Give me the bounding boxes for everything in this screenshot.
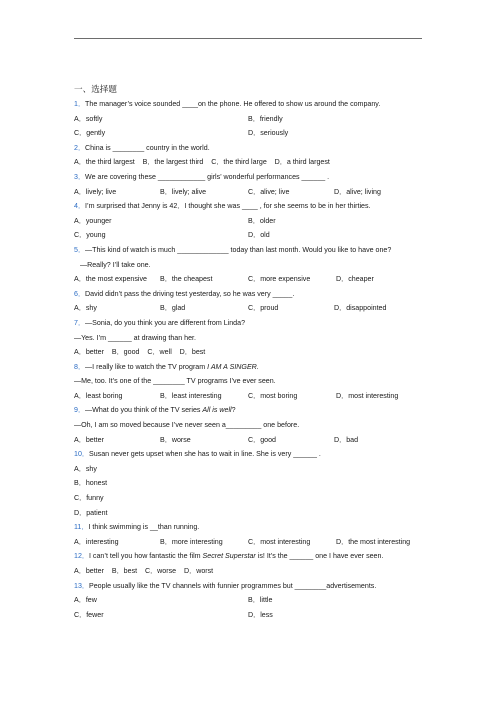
question-13 — [74, 579, 424, 594]
question-stem: David didn’t pass the driving test yesterday, so he was very _____. — [85, 289, 295, 298]
option-b[interactable]: B．friendly — [248, 114, 283, 123]
header-rule — [74, 38, 422, 39]
option-c[interactable]: C．most interesting — [248, 537, 311, 546]
question-stem: I think swimming is __than running. — [88, 523, 200, 532]
question-5 — [74, 243, 424, 258]
options — [74, 185, 424, 200]
program-title: I AM A SINGER. — [207, 362, 259, 371]
question-10 — [74, 447, 424, 462]
question-stem-end: is! It’s the ______ one I have ever seen. — [255, 552, 384, 561]
option-a[interactable]: A．interesting — [74, 537, 119, 546]
option-c[interactable]: C．gently — [74, 129, 106, 138]
option-c[interactable]: C．proud — [248, 304, 279, 313]
question-6 — [74, 287, 424, 302]
question-list — [74, 83, 424, 622]
options — [74, 214, 424, 243]
option-a[interactable]: A．shy — [74, 304, 97, 313]
question-stem: China is ________ country in the world. — [85, 143, 210, 152]
option-d[interactable]: D．less — [248, 610, 273, 619]
question-stem: We are covering these ____________ girls’ wonderful performances ______ . — [85, 172, 330, 181]
option-b[interactable]: B．honest — [74, 479, 108, 488]
options — [74, 112, 424, 141]
option-d[interactable]: D．most interesting — [336, 391, 399, 400]
option-a[interactable]: A．better — [74, 435, 104, 444]
question-stem: —Sonia, do you think you are different from Linda? — [85, 318, 246, 327]
question-stem: I’m surprised that Jenny is 42．I thought she was ____ , for she seems to be in her thirties. — [85, 202, 371, 211]
question-stem: —I really like to watch the TV program — [85, 362, 208, 371]
option-b[interactable]: B．lively; alive — [160, 187, 207, 196]
option-b[interactable]: B．older — [248, 216, 276, 225]
option-d[interactable]: D．bad — [334, 435, 359, 444]
option-d[interactable]: D．disappointed — [334, 304, 387, 313]
question-number: 4． — [74, 202, 86, 211]
question-number: 1． — [74, 100, 86, 108]
question-12 — [74, 549, 424, 564]
question-reply: —Oh, I am so moved because I’ve never seen a_________ one before. — [74, 421, 300, 430]
question-number: 10． — [74, 450, 89, 459]
question-stem: —This kind of watch is much _____________ today than last month. Would you like to have one? — [85, 245, 392, 254]
option-d[interactable]: D．patient — [74, 508, 108, 517]
question-number: 8． — [74, 362, 86, 371]
series-title: All is well — [202, 406, 232, 415]
option-c[interactable]: C．more expensive — [248, 275, 311, 284]
question-stem: Susan never gets upset when she has to wait in line. She is very ______ . — [88, 450, 321, 459]
option-a[interactable]: A．shy — [74, 464, 97, 473]
question-number: 9． — [74, 406, 86, 415]
question-number: 12． — [74, 552, 89, 561]
question-reply: —Yes. I’m ______ at drawing than her. — [74, 333, 196, 342]
options-inline[interactable]: A．better B．best C．worse D．worst — [74, 567, 214, 575]
options — [74, 272, 424, 287]
option-d[interactable]: D．seriously — [248, 129, 289, 138]
question-number: 3． — [74, 172, 86, 181]
question-reply: —Really? I’ll take one. — [80, 260, 151, 269]
option-b[interactable]: B．little — [248, 596, 273, 605]
option-a[interactable]: A．softly — [74, 114, 103, 123]
question-number: 6． — [74, 289, 86, 298]
option-b[interactable]: B．the cheapest — [160, 275, 213, 284]
question-1 — [74, 97, 424, 112]
option-a[interactable]: A．least boring — [74, 391, 123, 400]
option-d[interactable]: D．alive; living — [334, 187, 381, 196]
question-number: 11． — [74, 523, 89, 532]
options — [74, 593, 424, 622]
option-a[interactable]: A．younger — [74, 216, 112, 225]
option-d[interactable]: D．the most interesting — [336, 537, 411, 546]
question-4 — [74, 199, 424, 214]
option-b[interactable]: B．more interesting — [160, 537, 223, 546]
question-9 — [74, 403, 424, 418]
question-number: 2． — [74, 143, 86, 152]
options — [74, 389, 424, 404]
question-stem: —What do you think of the TV series — [85, 406, 203, 415]
question-stem: I can’t tell you how fantastic the film — [88, 552, 203, 561]
option-c[interactable]: C．young — [74, 231, 106, 240]
film-title: Secret Superstar — [202, 552, 256, 561]
option-a[interactable]: A．few — [74, 596, 97, 605]
option-c[interactable]: C．funny — [74, 494, 104, 503]
option-d[interactable]: D．cheaper — [336, 275, 374, 284]
options-inline[interactable]: A．the third largest B．the largest third C．the third large D．a third largest — [74, 158, 330, 167]
question-11 — [74, 520, 424, 535]
question-8 — [74, 360, 424, 375]
option-c[interactable]: C．fewer — [74, 610, 104, 619]
question-7 — [74, 316, 424, 331]
question-3 — [74, 170, 424, 185]
question-number: 13． — [74, 581, 89, 590]
option-c[interactable]: C．alive; live — [248, 187, 290, 196]
option-a[interactable]: A．the most expensive — [74, 275, 147, 284]
section-title: 一、选择题 — [74, 85, 117, 95]
option-b[interactable]: B．worse — [160, 435, 191, 444]
option-c[interactable]: C．most boring — [248, 391, 298, 400]
question-stem-end: ? — [231, 406, 236, 415]
option-c[interactable]: C．good — [248, 435, 276, 444]
question-reply: —Me, too. It’s one of the ________ TV programs I’ve ever seen. — [74, 377, 276, 386]
options-inline[interactable]: A．better B．good C．well D．best — [74, 348, 206, 357]
question-number: 7． — [74, 318, 86, 327]
options — [74, 535, 424, 550]
question-stem: People usually like the TV channels with funnier programmes but ________advertisements. — [88, 581, 377, 590]
option-d[interactable]: D．old — [248, 231, 270, 240]
question-number: 5． — [74, 245, 86, 254]
option-b[interactable]: B．least interesting — [160, 391, 222, 400]
question-2 — [74, 141, 424, 156]
option-a[interactable]: A．lively; live — [74, 187, 117, 196]
options — [74, 301, 424, 316]
option-b[interactable]: B．glad — [160, 304, 186, 313]
question-stem: The manager’s voice sounded ____on the phone. He offered to show us around the company. — [85, 100, 381, 108]
options — [74, 433, 424, 448]
